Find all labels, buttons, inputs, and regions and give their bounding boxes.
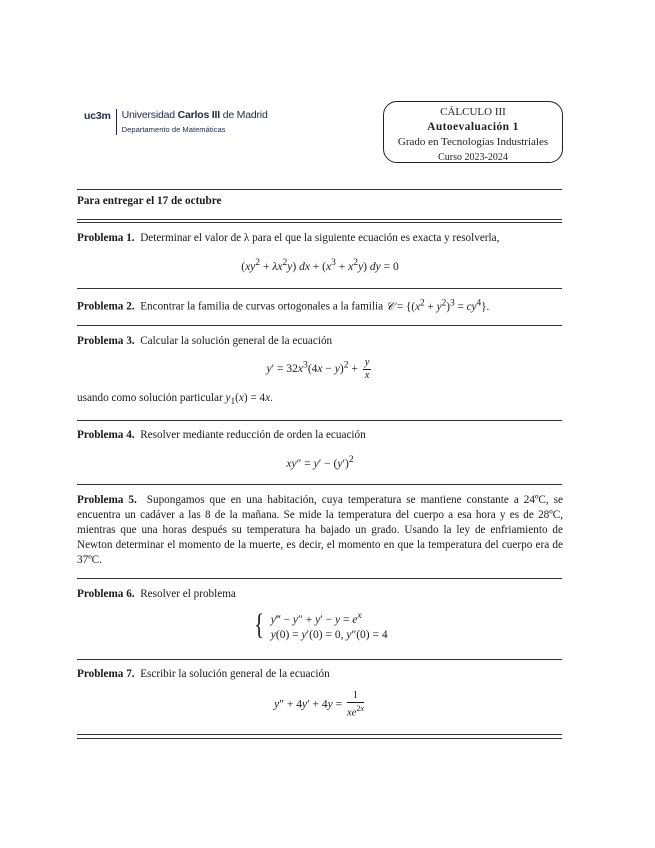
problem-label: Problema 5. [77, 494, 137, 506]
problem-text: Resolver mediante reducción de orden la ecuación [140, 429, 366, 441]
problem-3 [77, 334, 563, 349]
document-title: Autoevaluación 1 [427, 121, 519, 133]
rule [77, 484, 562, 485]
problem-text: Escribir la solución general de la ecuación [140, 668, 330, 680]
problem-text: Encontrar la familia de curvas ortogonales a la familia [140, 300, 384, 313]
problem-text: Supongamos que en una habitación, cuya temperatura se mantiene constante a 24ºC, se encuentra un cadáver a las 8 de la mañana. Se mide la temperatura del cuerpo a esa hora y es de 28ºC, mientras que una horas después su temperatura ha bajado un grado. Usando la ley de enfriamiento de Newton determinar el momento de la muerte, es decir, el momento en que la temperatura del cuerpo era de 37ºC. [77, 494, 564, 566]
rule [77, 189, 562, 190]
problem-text: Resolver el problema [140, 588, 236, 600]
rule [77, 325, 562, 326]
rule [77, 420, 562, 421]
rule [77, 738, 562, 739]
university-suffix: de Madrid [222, 109, 268, 121]
problem-7 [77, 667, 563, 682]
course-info-box [383, 101, 563, 163]
family-formula: 𝒞 = $\{(x^2 + y^2)^3 = cy^4\}$. [385, 298, 490, 313]
degree-name: Grado en Tecnologías Industriales [397, 136, 549, 148]
logo-text [122, 109, 268, 134]
problem-label: Problema 1. [77, 232, 135, 244]
university-bold: Carlos III [177, 109, 220, 121]
problem-4 [77, 428, 563, 443]
problem-label: Problema 3. [77, 335, 135, 347]
uc3m-logo [84, 109, 268, 139]
problem-label: Problema 7. [77, 668, 135, 680]
problem-label: Problema 6. [77, 588, 135, 600]
university-name [122, 109, 268, 121]
department-name: Departamento de Matemáticas [121, 125, 226, 134]
deadline-text: Para entregar el 17 de octubre [77, 195, 222, 207]
problem-label: Problema 4. [77, 429, 135, 441]
deadline [77, 194, 563, 209]
equation-4: $xy'' = y' - (y')^2$ [286, 454, 354, 470]
rule [77, 659, 562, 660]
problem-label: Problema 2. [77, 300, 135, 313]
rule [77, 578, 562, 579]
problem-3-note [77, 391, 563, 410]
rule [77, 734, 562, 735]
problem-5 [77, 493, 563, 568]
problem-text: Determinar el valor de λ para el que la siguiente ecuación es exacta y resolverla, [140, 232, 500, 244]
problem-1 [77, 231, 563, 246]
problem-text: usando como solución particular [77, 392, 223, 404]
academic-year: Curso 2023-2024 [438, 152, 508, 163]
rule [77, 288, 562, 289]
course-name: CÁLCULO III [440, 106, 506, 118]
problem-2 [77, 296, 563, 315]
equation-7: y″ + 4y′ + 4y = $\frac{1}{xe^{2x}}$ [274, 690, 364, 719]
problem-text: Calcular la solución general de la ecuación [140, 335, 333, 347]
equation-3: $y' = 32x^3(4x - y)^2$ + $\frac{y}{x}$ [266, 357, 370, 381]
logo-divider [116, 109, 117, 135]
particular-solution: $y_1(x) = 4x$. [225, 392, 273, 408]
logo-mark: uc3m [84, 110, 111, 122]
problem-6 [77, 587, 563, 602]
equation-6: { y‴ − $y'' + y' - y = e^x$ y(0) = y′(0) = 0, y″(0) = 4 [254, 608, 388, 642]
equation-1: $(xy^2 + \lambda x^2y)$ dx + $(x^3 + x^2y)$ dy = 0 [241, 257, 399, 273]
rule [77, 222, 562, 223]
rule [77, 219, 562, 220]
university-prefix: Universidad [121, 109, 175, 121]
brace: { [254, 608, 265, 642]
